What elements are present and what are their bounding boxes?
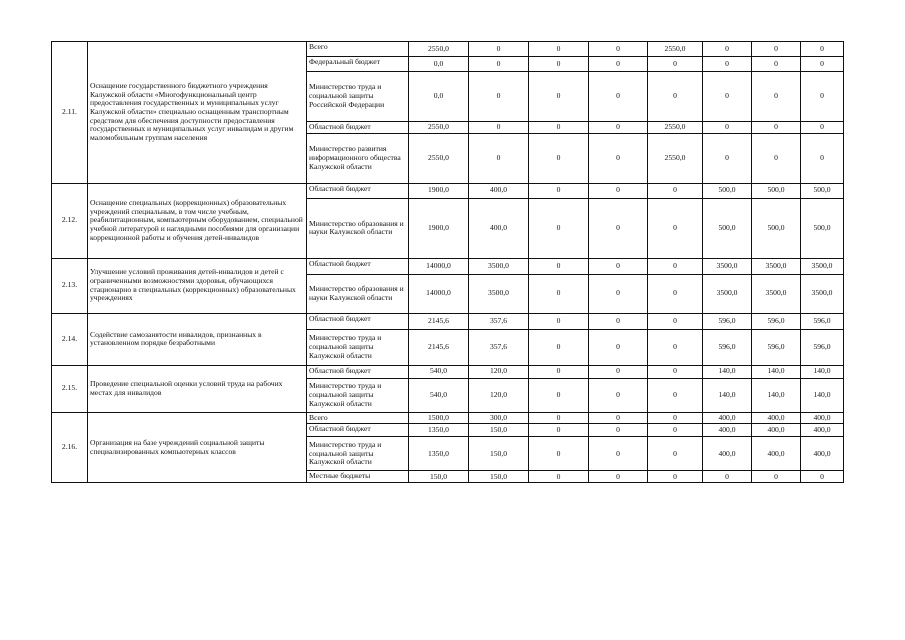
amount-cell: 0 — [648, 183, 703, 198]
funding-source: Министерство труда и социальной защиты Калужской области — [307, 378, 409, 412]
funding-source: Областной бюджет — [307, 183, 409, 198]
table-body — [52, 42, 844, 483]
amount-cell: 0 — [752, 72, 801, 122]
amount-cell: 357,6 — [469, 313, 529, 329]
amount-cell: 0 — [589, 258, 648, 274]
item-number: 2.13. — [52, 258, 88, 313]
amount-cell: 500,0 — [703, 198, 752, 258]
amount-cell: 0 — [589, 198, 648, 258]
amount-cell: 140,0 — [752, 378, 801, 412]
amount-cell: 500,0 — [801, 198, 844, 258]
amount-cell: 150,0 — [469, 437, 529, 471]
amount-cell: 0 — [589, 412, 648, 424]
amount-cell: 500,0 — [703, 183, 752, 198]
amount-cell: 0 — [752, 42, 801, 57]
total-amount-cell: 0,0 — [409, 57, 469, 72]
amount-cell: 0 — [648, 329, 703, 365]
amount-cell: 120,0 — [469, 365, 529, 378]
amount-cell: 0 — [589, 183, 648, 198]
amount-cell: 3500,0 — [801, 258, 844, 274]
amount-cell: 400,0 — [469, 183, 529, 198]
amount-cell: 0 — [648, 198, 703, 258]
activity-title: Оснащение государственного бюджетного учреждения Калужской области «Многофункциональный центр предоставления государственных и муниципальных услуг Калужской области» специально оснащенным транспортным средством для обеспечения доступности предоставления государственных и муниципальных услуг инвалидам и другим маломобильным группам населения — [88, 42, 307, 184]
amount-cell: 3500,0 — [703, 274, 752, 313]
amount-cell: 0 — [589, 72, 648, 122]
amount-cell: 400,0 — [752, 437, 801, 471]
amount-cell: 596,0 — [752, 313, 801, 329]
funding-source: Областной бюджет — [307, 365, 409, 378]
amount-cell: 400,0 — [801, 437, 844, 471]
funding-source: Областной бюджет — [307, 122, 409, 134]
amount-cell: 0 — [529, 72, 589, 122]
amount-cell: 400,0 — [752, 412, 801, 424]
amount-cell: 0 — [589, 133, 648, 183]
amount-cell: 0 — [648, 72, 703, 122]
funding-source: Областной бюджет — [307, 258, 409, 274]
total-amount-cell: 1900,0 — [409, 198, 469, 258]
funding-source: Местные бюджеты — [307, 471, 409, 483]
amount-cell: 0 — [529, 133, 589, 183]
amount-cell: 0 — [589, 437, 648, 471]
amount-cell: 0 — [469, 122, 529, 134]
amount-cell: 0 — [589, 471, 648, 483]
activity-title: Улучшение условий проживания детей-инвалидов и детей с ограниченными возможностями здоровья, обучающихся стационарно в специальных (коррекционных) образовательных учреждениях — [88, 258, 307, 313]
amount-cell: 0 — [648, 437, 703, 471]
amount-cell: 0 — [529, 274, 589, 313]
table-row — [52, 42, 844, 57]
total-amount-cell: 14000,0 — [409, 258, 469, 274]
table-row — [52, 365, 844, 378]
amount-cell: 140,0 — [801, 378, 844, 412]
amount-cell: 0 — [529, 57, 589, 72]
amount-cell: 0 — [801, 471, 844, 483]
amount-cell: 0 — [648, 365, 703, 378]
amount-cell: 0 — [703, 72, 752, 122]
amount-cell: 400,0 — [703, 437, 752, 471]
total-amount-cell: 0,0 — [409, 72, 469, 122]
funding-source: Всего — [307, 412, 409, 424]
amount-cell: 0 — [529, 42, 589, 57]
total-amount-cell: 540,0 — [409, 365, 469, 378]
amount-cell: 150,0 — [469, 471, 529, 483]
amount-cell: 0 — [529, 183, 589, 198]
amount-cell: 0 — [589, 329, 648, 365]
item-number: 2.16. — [52, 412, 88, 483]
amount-cell: 2550,0 — [648, 42, 703, 57]
amount-cell: 0 — [648, 313, 703, 329]
amount-cell: 0 — [801, 122, 844, 134]
amount-cell: 3500,0 — [801, 274, 844, 313]
amount-cell: 596,0 — [801, 329, 844, 365]
amount-cell: 596,0 — [752, 329, 801, 365]
funding-source: Всего — [307, 42, 409, 57]
total-amount-cell: 150,0 — [409, 471, 469, 483]
amount-cell: 0 — [648, 57, 703, 72]
amount-cell: 596,0 — [801, 313, 844, 329]
amount-cell: 400,0 — [801, 412, 844, 424]
amount-cell: 0 — [529, 258, 589, 274]
amount-cell: 0 — [648, 424, 703, 437]
amount-cell: 0 — [648, 258, 703, 274]
funding-source: Министерство труда и социальной защиты Российской Федерации — [307, 72, 409, 122]
total-amount-cell: 1350,0 — [409, 437, 469, 471]
amount-cell: 0 — [589, 42, 648, 57]
amount-cell: 300,0 — [469, 412, 529, 424]
amount-cell: 0 — [648, 378, 703, 412]
amount-cell: 140,0 — [703, 378, 752, 412]
item-number: 2.14. — [52, 313, 88, 365]
total-amount-cell: 14000,0 — [409, 274, 469, 313]
amount-cell: 0 — [801, 133, 844, 183]
amount-cell: 0 — [529, 198, 589, 258]
activity-title: Содействие самозанятости инвалидов, признанных в установленном порядке безработными — [88, 313, 307, 365]
amount-cell: 0 — [589, 424, 648, 437]
amount-cell: 0 — [703, 133, 752, 183]
amount-cell: 400,0 — [703, 412, 752, 424]
funding-source: Министерство образования и науки Калужской области — [307, 274, 409, 313]
amount-cell: 0 — [801, 72, 844, 122]
amount-cell: 596,0 — [703, 329, 752, 365]
total-amount-cell: 2550,0 — [409, 122, 469, 134]
amount-cell: 0 — [529, 437, 589, 471]
total-amount-cell: 1500,0 — [409, 412, 469, 424]
amount-cell: 0 — [589, 313, 648, 329]
funding-source: Областной бюджет — [307, 424, 409, 437]
total-amount-cell: 1900,0 — [409, 183, 469, 198]
amount-cell: 0 — [703, 122, 752, 134]
amount-cell: 0 — [529, 378, 589, 412]
funding-source: Областной бюджет — [307, 313, 409, 329]
amount-cell: 3500,0 — [752, 274, 801, 313]
amount-cell: 0 — [589, 274, 648, 313]
amount-cell: 500,0 — [752, 198, 801, 258]
total-amount-cell: 2550,0 — [409, 42, 469, 57]
item-number: 2.12. — [52, 183, 88, 258]
amount-cell: 2550,0 — [648, 133, 703, 183]
amount-cell: 0 — [589, 365, 648, 378]
amount-cell: 0 — [589, 378, 648, 412]
amount-cell: 0 — [648, 274, 703, 313]
funding-source: Министерство труда и социальной защиты Калужской области — [307, 329, 409, 365]
amount-cell: 500,0 — [752, 183, 801, 198]
amount-cell: 0 — [752, 57, 801, 72]
amount-cell: 0 — [752, 122, 801, 134]
total-amount-cell: 1350,0 — [409, 424, 469, 437]
table-row — [52, 258, 844, 274]
amount-cell: 0 — [752, 133, 801, 183]
amount-cell: 0 — [529, 412, 589, 424]
total-amount-cell: 540,0 — [409, 378, 469, 412]
amount-cell: 0 — [801, 57, 844, 72]
funding-source: Министерство образования и науки Калужской области — [307, 198, 409, 258]
amount-cell: 0 — [529, 471, 589, 483]
amount-cell: 3500,0 — [469, 274, 529, 313]
amount-cell: 500,0 — [801, 183, 844, 198]
amount-cell: 3500,0 — [752, 258, 801, 274]
amount-cell: 0 — [529, 365, 589, 378]
funding-source: Министерство труда и социальной защиты Калужской области — [307, 437, 409, 471]
amount-cell: 0 — [529, 122, 589, 134]
amount-cell: 140,0 — [703, 365, 752, 378]
amount-cell: 0 — [801, 42, 844, 57]
amount-cell: 0 — [469, 42, 529, 57]
total-amount-cell: 2145,6 — [409, 329, 469, 365]
table-row — [52, 183, 844, 198]
amount-cell: 0 — [529, 329, 589, 365]
table-row — [52, 412, 844, 424]
activity-title: Организация на базе учреждений социальной защиты специализированных компьютерных классов — [88, 412, 307, 483]
item-number: 2.15. — [52, 365, 88, 412]
funding-source: Министерство развития информационного общества Калужской области — [307, 133, 409, 183]
amount-cell: 400,0 — [752, 424, 801, 437]
amount-cell: 0 — [469, 57, 529, 72]
amount-cell: 0 — [589, 57, 648, 72]
amount-cell: 0 — [752, 471, 801, 483]
amount-cell: 120,0 — [469, 378, 529, 412]
amount-cell: 3500,0 — [703, 258, 752, 274]
activity-title: Проведение специальной оценки условий труда на рабочих местах для инвалидов — [88, 365, 307, 412]
funding-source: Федеральный бюджет — [307, 57, 409, 72]
amount-cell: 357,6 — [469, 329, 529, 365]
amount-cell: 2550,0 — [648, 122, 703, 134]
table-row — [52, 313, 844, 329]
amount-cell: 0 — [648, 412, 703, 424]
total-amount-cell: 2145,6 — [409, 313, 469, 329]
amount-cell: 0 — [469, 72, 529, 122]
amount-cell: 140,0 — [752, 365, 801, 378]
amount-cell: 3500,0 — [469, 258, 529, 274]
total-amount-cell: 2550,0 — [409, 133, 469, 183]
amount-cell: 400,0 — [801, 424, 844, 437]
amount-cell: 0 — [703, 471, 752, 483]
amount-cell: 400,0 — [703, 424, 752, 437]
amount-cell: 0 — [589, 122, 648, 134]
amount-cell: 400,0 — [469, 198, 529, 258]
amount-cell: 0 — [703, 57, 752, 72]
amount-cell: 150,0 — [469, 424, 529, 437]
activity-title: Оснащение специальных (коррекционных) образовательных учреждений специальным, в том числе учебным, реабилитационным, компьютерным оборудованием, специальной учебной литературой и наглядными пособиями для организации коррекционной работы и обучения детей-инвалидов — [88, 183, 307, 258]
amount-cell: 0 — [648, 471, 703, 483]
amount-cell: 140,0 — [801, 365, 844, 378]
amount-cell: 0 — [703, 42, 752, 57]
amount-cell: 596,0 — [703, 313, 752, 329]
item-number: 2.11. — [52, 42, 88, 184]
program-funding-table — [51, 41, 844, 483]
amount-cell: 0 — [529, 313, 589, 329]
amount-cell: 0 — [469, 133, 529, 183]
amount-cell: 0 — [529, 424, 589, 437]
